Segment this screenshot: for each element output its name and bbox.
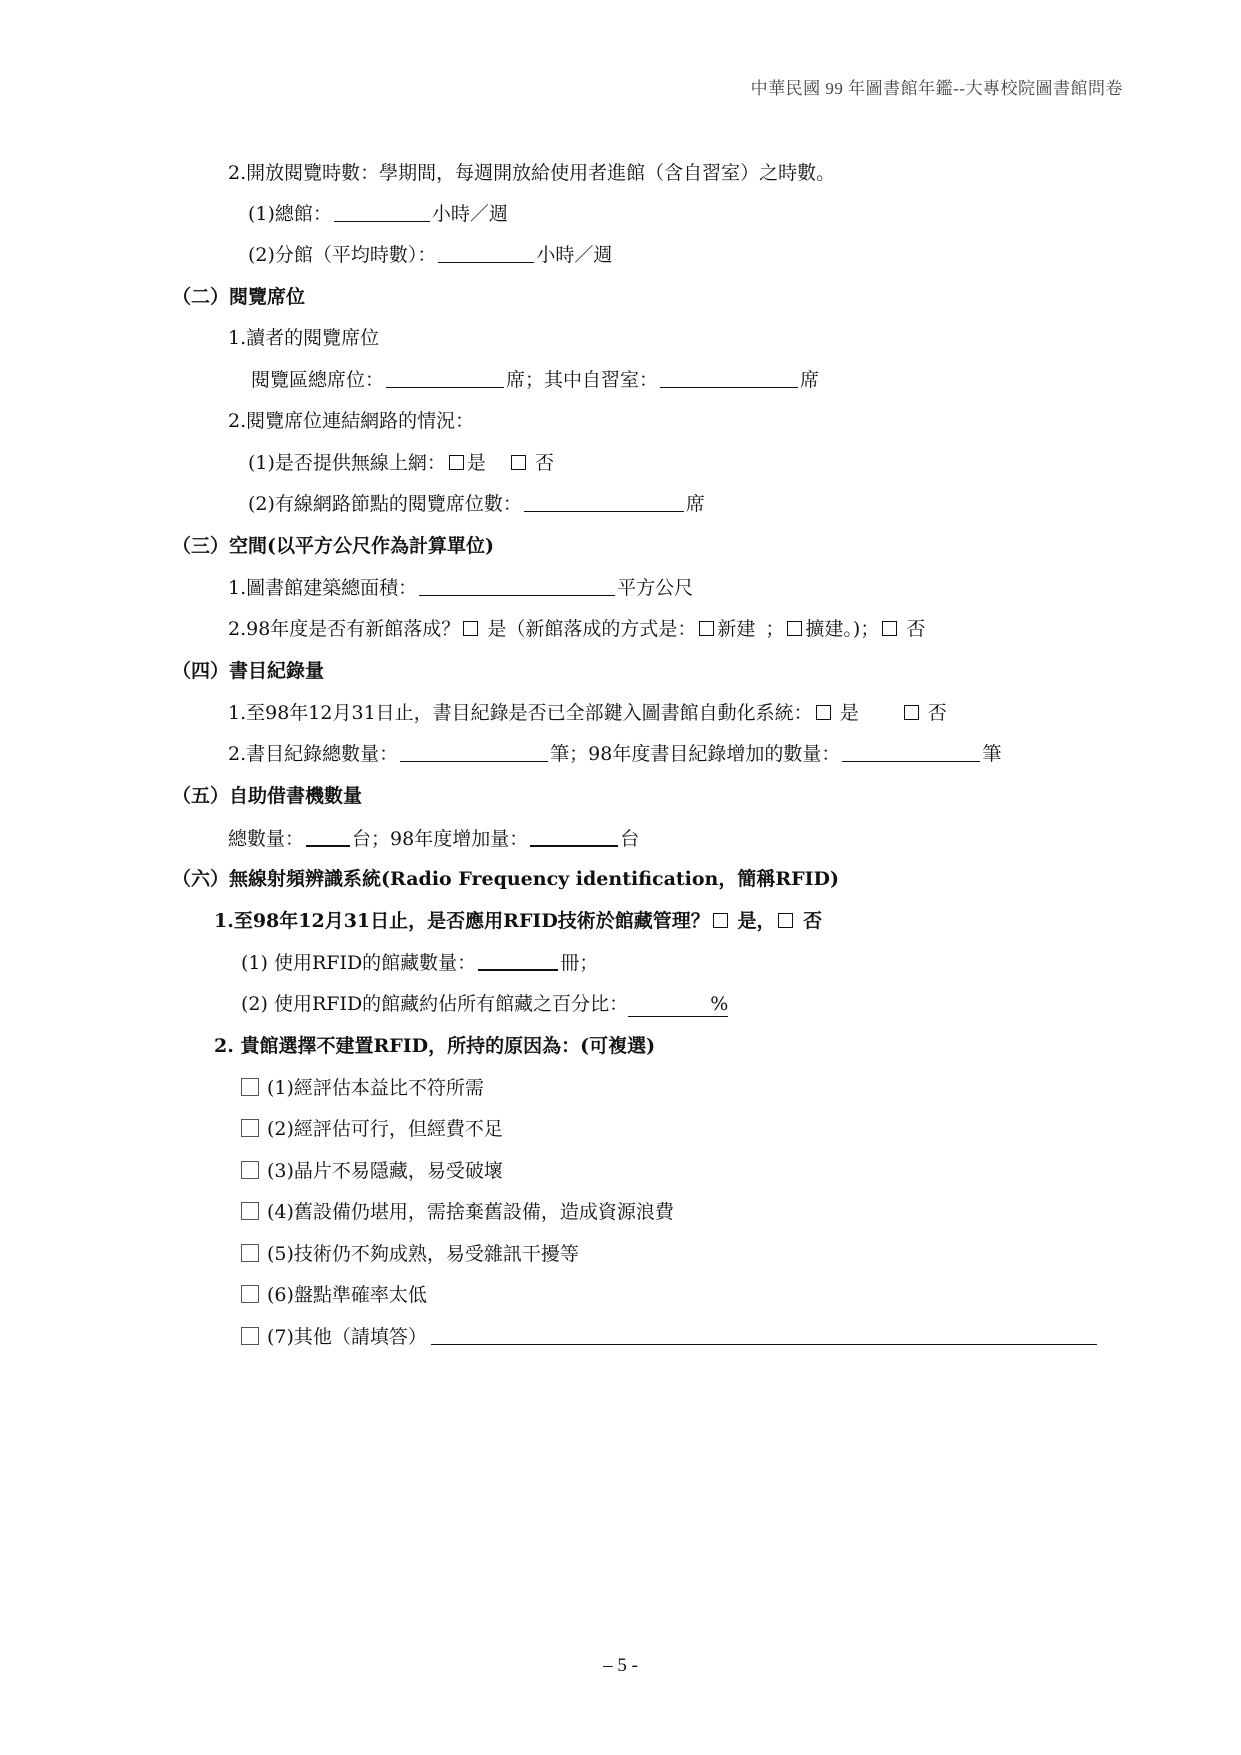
seats-total-field[interactable] [386,368,504,388]
main-library-hours: (1)總館： 小時／週 [248,203,508,225]
section-2-title: （二）閱覽席位 [172,286,306,308]
main-library-hours-field[interactable] [334,202,430,222]
network-title: 2.閱覽席位連結網路的情況： [228,410,475,432]
reason-option-7[interactable]: (7)其他（請填答） [241,1325,1099,1349]
branch-library-hours: (2)分館（平均時數）： 小時／週 [248,244,613,266]
document-header: 中華民國 99 年圖書館年鑑--大專校院圖書館問卷 [750,79,1123,98]
new-building-yes-checkbox[interactable] [463,621,478,636]
wired-seats-field[interactable] [524,492,684,512]
reason-other-field[interactable] [431,1325,1097,1345]
wired-seats: (2)有線網路節點的閱覽席位數： 席 [248,493,705,515]
seats-total: 閱覽區總席位： 席；其中自習室： 席 [251,369,820,391]
rfid-yes-checkbox[interactable] [713,913,728,928]
records-no-checkbox[interactable] [904,705,919,720]
records-all-question: 1.至98年12月31日止，書目紀錄是否已全部鍵入圖書館自動化系統： 是 否 [228,702,947,724]
section-5-title: （五）自助借書機數量 [172,785,363,807]
section-6-title: （六）無線射頻辨識系統(Radio Frequency identification，簡稱RFID) [172,868,840,890]
section-3-title: （三）空間(以平方公尺作為計算單位) [172,535,494,557]
reason-option-2[interactable]: (2)經評估可行，但經費不足 [241,1117,503,1141]
records-yes-checkbox[interactable] [816,705,831,720]
machines-increase-field[interactable] [530,826,618,847]
new-build-checkbox[interactable] [699,621,714,636]
page-number: – 5 - [603,1655,638,1676]
reason-3-checkbox[interactable] [241,1161,259,1179]
rfid-count: (1) 使用RFID的館藏數量： 冊； [241,952,599,974]
wifi-no-checkbox[interactable] [511,455,526,470]
reason-1-checkbox[interactable] [241,1078,259,1096]
open-hours-question: 2.開放閱覽時數：學期間，每週開放給使用者進館（含自習室）之時數。 [228,162,836,184]
rfid-count-field[interactable] [478,950,558,971]
rfid-question-1: 1.至98年12月31日止，是否應用RFID技術於館藏管理？ 是， 否 [214,910,823,932]
reason-option-1[interactable]: (1)經評估本益比不符所需 [241,1076,484,1100]
building-area: 1.圖書館建築總面積： 平方公尺 [228,577,694,599]
new-building-question: 2.98年度是否有新館落成？ 是（新館落成的方式是： 新建 ； 擴建。)； 否 [228,618,926,640]
machines-total: 總數量： 台；98年度增加量： 台 [228,828,640,850]
wifi-yes-checkbox[interactable] [449,455,464,470]
new-building-no-checkbox[interactable] [882,621,897,636]
records-increase-field[interactable] [842,742,980,762]
rfid-question-2: 2. 貴館選擇不建置RFID，所持的原因為：(可複選) [214,1035,656,1057]
building-area-field[interactable] [419,576,615,596]
rfid-no-checkbox[interactable] [778,913,793,928]
rfid-percentage-field[interactable]: % [628,992,728,1017]
reason-option-4[interactable]: (4)舊設備仍堪用，需捨棄舊設備，造成資源浪費 [241,1200,674,1224]
seats-title: 1.讀者的閱覽席位 [228,327,380,349]
reason-4-checkbox[interactable] [241,1202,259,1220]
reason-7-checkbox[interactable] [241,1327,259,1345]
records-total: 2.書目紀錄總數量： 筆；98年度書目紀錄增加的數量： 筆 [228,743,1002,765]
reason-option-6[interactable]: (6)盤點準確率太低 [241,1283,427,1307]
reason-option-3[interactable]: (3)晶片不易隱藏，易受破壞 [241,1159,503,1183]
reason-5-checkbox[interactable] [241,1244,259,1262]
wifi-question: (1)是否提供無線上網： 是 否 [248,452,554,474]
records-total-field[interactable] [400,742,548,762]
section-4-title: （四）書目紀錄量 [172,660,325,682]
reason-option-5[interactable]: (5)技術仍不夠成熟，易受雜訊干擾等 [241,1242,579,1266]
branch-library-hours-field[interactable] [438,243,534,263]
reason-6-checkbox[interactable] [241,1285,259,1303]
machines-total-field[interactable] [306,826,350,847]
reason-2-checkbox[interactable] [241,1119,259,1137]
rfid-percentage: (2) 使用RFID的館藏約佔所有館藏之百分比： % [241,993,729,1015]
study-room-seats-field[interactable] [660,368,798,388]
expand-checkbox[interactable] [787,621,802,636]
